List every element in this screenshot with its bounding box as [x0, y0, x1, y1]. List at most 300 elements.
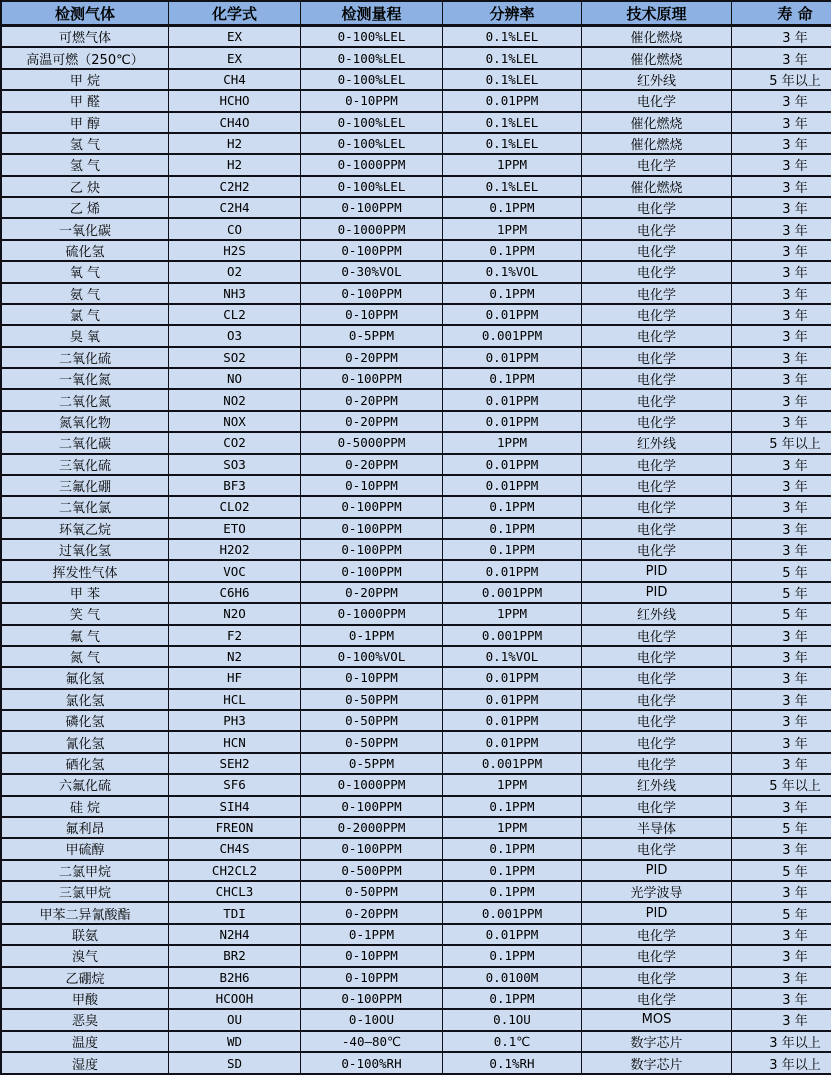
- table-row: [1, 518, 831, 539]
- lifespan-cell: 3 年: [732, 368, 831, 389]
- technology-cell: 电化学: [582, 389, 732, 410]
- lifespan-cell: 3 年: [732, 261, 831, 282]
- gas-name-cell: 乙 炔: [1, 176, 169, 197]
- table-row: [1, 796, 831, 817]
- technology-cell: 红外线: [582, 432, 732, 453]
- column-header-resolution: 分辨率: [443, 1, 582, 26]
- chemical-formula-cell: B2H6: [169, 967, 301, 988]
- detection-range-cell: 0-100%LEL: [301, 133, 443, 154]
- resolution-cell: 0.1PPM: [443, 838, 582, 859]
- detection-range-cell: 0-1000PPM: [301, 774, 443, 795]
- resolution-cell: 0.1PPM: [443, 796, 582, 817]
- lifespan-cell: 5 年: [732, 902, 831, 923]
- resolution-cell: 0.1%VOL: [443, 261, 582, 282]
- chemical-formula-cell: CH4: [169, 69, 301, 90]
- detection-range-cell: 0-10PPM: [301, 90, 443, 111]
- lifespan-cell: 3 年: [732, 90, 831, 111]
- technology-cell: 电化学: [582, 945, 732, 966]
- lifespan-cell: 5 年: [732, 817, 831, 838]
- detection-range-cell: 0-100PPM: [301, 496, 443, 517]
- detection-range-cell: 0-20PPM: [301, 389, 443, 410]
- gas-name-cell: 磷化氢: [1, 710, 169, 731]
- detection-range-cell: 0-20PPM: [301, 411, 443, 432]
- detection-range-cell: 0-2000PPM: [301, 817, 443, 838]
- lifespan-cell: 3 年: [732, 689, 831, 710]
- detection-range-cell: 0-30%VOL: [301, 261, 443, 282]
- lifespan-cell: 3 年: [732, 496, 831, 517]
- resolution-cell: 0.01PPM: [443, 667, 582, 688]
- table-row: [1, 69, 831, 90]
- detection-range-cell: 0-5000PPM: [301, 432, 443, 453]
- lifespan-cell: 3 年: [732, 240, 831, 261]
- table-row: [1, 261, 831, 282]
- lifespan-cell: 5 年以上: [732, 69, 831, 90]
- detection-range-cell: 0-100%LEL: [301, 176, 443, 197]
- technology-cell: 电化学: [582, 454, 732, 475]
- chemical-formula-cell: H2: [169, 154, 301, 175]
- table-row: [1, 240, 831, 261]
- technology-cell: 电化学: [582, 325, 732, 346]
- chemical-formula-cell: CL2: [169, 304, 301, 325]
- gas-name-cell: 一氧化碳: [1, 218, 169, 239]
- chemical-formula-cell: C2H4: [169, 197, 301, 218]
- gas-name-cell: 温度: [1, 1031, 169, 1052]
- resolution-cell: 0.01PPM: [443, 924, 582, 945]
- lifespan-cell: 3 年以上: [732, 1031, 831, 1052]
- resolution-cell: 0.1%LEL: [443, 133, 582, 154]
- gas-name-cell: 二氧化碳: [1, 432, 169, 453]
- resolution-cell: 0.1PPM: [443, 518, 582, 539]
- detection-range-cell: 0-100PPM: [301, 197, 443, 218]
- technology-cell: 催化燃烧: [582, 47, 732, 68]
- detection-range-cell: 0-50PPM: [301, 710, 443, 731]
- gas-name-cell: 甲酸: [1, 988, 169, 1009]
- gas-name-cell: 高温可燃（250℃）: [1, 47, 169, 68]
- lifespan-cell: 3 年: [732, 924, 831, 945]
- chemical-formula-cell: HCN: [169, 731, 301, 752]
- detection-range-cell: 0-100%LEL: [301, 47, 443, 68]
- technology-cell: 电化学: [582, 924, 732, 945]
- gas-name-cell: 氮 气: [1, 646, 169, 667]
- gas-name-cell: 可燃气体: [1, 26, 169, 48]
- gas-name-cell: 氮氧化物: [1, 411, 169, 432]
- resolution-cell: 0.1%LEL: [443, 176, 582, 197]
- lifespan-cell: 3 年: [732, 753, 831, 774]
- gas-name-cell: 甲硫醇: [1, 838, 169, 859]
- resolution-cell: 0.01PPM: [443, 411, 582, 432]
- detection-range-cell: 0-20PPM: [301, 454, 443, 475]
- gas-name-cell: 氢 气: [1, 154, 169, 175]
- detection-range-cell: 0-1000PPM: [301, 154, 443, 175]
- technology-cell: 电化学: [582, 967, 732, 988]
- chemical-formula-cell: PH3: [169, 710, 301, 731]
- resolution-cell: 0.1%LEL: [443, 47, 582, 68]
- gas-name-cell: 氨 气: [1, 283, 169, 304]
- resolution-cell: 0.1OU: [443, 1009, 582, 1030]
- chemical-formula-cell: HCHO: [169, 90, 301, 111]
- technology-cell: 电化学: [582, 283, 732, 304]
- lifespan-cell: 3 年: [732, 197, 831, 218]
- technology-cell: 电化学: [582, 197, 732, 218]
- table-row: [1, 176, 831, 197]
- table-body: [1, 26, 831, 1075]
- resolution-cell: 0.1%VOL: [443, 646, 582, 667]
- technology-cell: 催化燃烧: [582, 26, 732, 48]
- resolution-cell: 0.1%RH: [443, 1052, 582, 1074]
- technology-cell: 红外线: [582, 603, 732, 624]
- lifespan-cell: 3 年: [732, 304, 831, 325]
- gas-name-cell: 甲 烷: [1, 69, 169, 90]
- lifespan-cell: 3 年: [732, 411, 831, 432]
- table-row: [1, 1031, 831, 1052]
- table-row: [1, 710, 831, 731]
- lifespan-cell: 3 年: [732, 710, 831, 731]
- chemical-formula-cell: FREON: [169, 817, 301, 838]
- chemical-formula-cell: F2: [169, 625, 301, 646]
- resolution-cell: 1PPM: [443, 603, 582, 624]
- chemical-formula-cell: CO: [169, 218, 301, 239]
- table-row: [1, 667, 831, 688]
- table-row: [1, 475, 831, 496]
- detection-range-cell: 0-50PPM: [301, 731, 443, 752]
- chemical-formula-cell: SD: [169, 1052, 301, 1074]
- technology-cell: 电化学: [582, 667, 732, 688]
- gas-name-cell: 过氧化氢: [1, 539, 169, 560]
- resolution-cell: 0.1%LEL: [443, 69, 582, 90]
- technology-cell: 电化学: [582, 646, 732, 667]
- lifespan-cell: 3 年: [732, 283, 831, 304]
- detection-range-cell: 0-20PPM: [301, 347, 443, 368]
- technology-cell: PID: [582, 860, 732, 881]
- resolution-cell: 0.001PPM: [443, 753, 582, 774]
- gas-name-cell: 硒化氢: [1, 753, 169, 774]
- table-row: [1, 881, 831, 902]
- detection-range-cell: 0-50PPM: [301, 689, 443, 710]
- technology-cell: 催化燃烧: [582, 133, 732, 154]
- gas-name-cell: 甲 苯: [1, 582, 169, 603]
- technology-cell: 电化学: [582, 625, 732, 646]
- gas-name-cell: 臭 氧: [1, 325, 169, 346]
- chemical-formula-cell: O2: [169, 261, 301, 282]
- gas-name-cell: 氟 气: [1, 625, 169, 646]
- detection-range-cell: 0-10OU: [301, 1009, 443, 1030]
- detection-range-cell: 0-50PPM: [301, 881, 443, 902]
- detection-range-cell: 0-10PPM: [301, 967, 443, 988]
- chemical-formula-cell: HCL: [169, 689, 301, 710]
- chemical-formula-cell: BF3: [169, 475, 301, 496]
- lifespan-cell: 5 年以上: [732, 774, 831, 795]
- detection-range-cell: 0-100PPM: [301, 368, 443, 389]
- gas-name-cell: 恶臭: [1, 1009, 169, 1030]
- table-row: [1, 539, 831, 560]
- technology-cell: 半导体: [582, 817, 732, 838]
- gas-name-cell: 氯化氢: [1, 689, 169, 710]
- lifespan-cell: 3 年: [732, 731, 831, 752]
- resolution-cell: 1PPM: [443, 432, 582, 453]
- resolution-cell: 0.1%LEL: [443, 26, 582, 48]
- resolution-cell: 1PPM: [443, 817, 582, 838]
- detection-range-cell: 0-100PPM: [301, 539, 443, 560]
- technology-cell: 电化学: [582, 988, 732, 1009]
- chemical-formula-cell: OU: [169, 1009, 301, 1030]
- table-row: [1, 817, 831, 838]
- gas-name-cell: 联氨: [1, 924, 169, 945]
- gas-name-cell: 氟化氢: [1, 667, 169, 688]
- detection-range-cell: 0-1000PPM: [301, 218, 443, 239]
- gas-name-cell: 湿度: [1, 1052, 169, 1074]
- chemical-formula-cell: CHCL3: [169, 881, 301, 902]
- gas-name-cell: 三氯甲烷: [1, 881, 169, 902]
- table-row: [1, 368, 831, 389]
- chemical-formula-cell: H2S: [169, 240, 301, 261]
- chemical-formula-cell: N2: [169, 646, 301, 667]
- resolution-cell: 1PPM: [443, 154, 582, 175]
- chemical-formula-cell: CH4S: [169, 838, 301, 859]
- chemical-formula-cell: C6H6: [169, 582, 301, 603]
- detection-range-cell: 0-10PPM: [301, 945, 443, 966]
- table-row: [1, 112, 831, 133]
- resolution-cell: 0.1PPM: [443, 368, 582, 389]
- table-row: [1, 432, 831, 453]
- detection-range-cell: 0-1PPM: [301, 625, 443, 646]
- chemical-formula-cell: N2H4: [169, 924, 301, 945]
- chemical-formula-cell: SEH2: [169, 753, 301, 774]
- chemical-formula-cell: SF6: [169, 774, 301, 795]
- detection-range-cell: 0-100PPM: [301, 560, 443, 581]
- detection-range-cell: 0-100%LEL: [301, 26, 443, 48]
- table-row: [1, 154, 831, 175]
- chemical-formula-cell: VOC: [169, 560, 301, 581]
- chemical-formula-cell: H2O2: [169, 539, 301, 560]
- lifespan-cell: 3 年: [732, 796, 831, 817]
- resolution-cell: 0.1PPM: [443, 860, 582, 881]
- gas-name-cell: 氯 气: [1, 304, 169, 325]
- resolution-cell: 0.1%LEL: [443, 112, 582, 133]
- detection-range-cell: 0-10PPM: [301, 475, 443, 496]
- resolution-cell: 0.001PPM: [443, 625, 582, 646]
- lifespan-cell: 3 年: [732, 454, 831, 475]
- lifespan-cell: 3 年: [732, 945, 831, 966]
- gas-name-cell: 三氟化硼: [1, 475, 169, 496]
- detection-range-cell: 0-100PPM: [301, 988, 443, 1009]
- resolution-cell: 0.001PPM: [443, 582, 582, 603]
- gas-name-cell: 甲 醛: [1, 90, 169, 111]
- technology-cell: 红外线: [582, 774, 732, 795]
- technology-cell: 数字芯片: [582, 1031, 732, 1052]
- resolution-cell: 0.0100M: [443, 967, 582, 988]
- resolution-cell: 0.1PPM: [443, 539, 582, 560]
- header-row: [1, 1, 831, 26]
- detection-range-cell: 0-100%RH: [301, 1052, 443, 1074]
- lifespan-cell: 5 年: [732, 603, 831, 624]
- chemical-formula-cell: NH3: [169, 283, 301, 304]
- technology-cell: 光学波导: [582, 881, 732, 902]
- chemical-formula-cell: CH4O: [169, 112, 301, 133]
- gas-name-cell: 六氟化硫: [1, 774, 169, 795]
- technology-cell: MOS: [582, 1009, 732, 1030]
- lifespan-cell: 3 年: [732, 154, 831, 175]
- resolution-cell: 0.1PPM: [443, 197, 582, 218]
- resolution-cell: 0.01PPM: [443, 689, 582, 710]
- technology-cell: 催化燃烧: [582, 176, 732, 197]
- resolution-cell: 0.1PPM: [443, 240, 582, 261]
- detection-range-cell: 0-500PPM: [301, 860, 443, 881]
- detection-range-cell: 0-1PPM: [301, 924, 443, 945]
- resolution-cell: 0.01PPM: [443, 389, 582, 410]
- gas-name-cell: 甲 醇: [1, 112, 169, 133]
- resolution-cell: 0.1PPM: [443, 283, 582, 304]
- lifespan-cell: 3 年: [732, 667, 831, 688]
- detection-range-cell: 0-100PPM: [301, 518, 443, 539]
- table-row: [1, 582, 831, 603]
- resolution-cell: 0.01PPM: [443, 304, 582, 325]
- table-row: [1, 26, 831, 48]
- resolution-cell: 0.01PPM: [443, 560, 582, 581]
- resolution-cell: 0.1℃: [443, 1031, 582, 1052]
- detection-range-cell: 0-20PPM: [301, 582, 443, 603]
- table-row: [1, 133, 831, 154]
- technology-cell: 电化学: [582, 518, 732, 539]
- gas-name-cell: 氢 气: [1, 133, 169, 154]
- detection-range-cell: 0-10PPM: [301, 667, 443, 688]
- lifespan-cell: 3 年: [732, 133, 831, 154]
- gas-name-cell: 笑 气: [1, 603, 169, 624]
- detection-range-cell: 0-20PPM: [301, 902, 443, 923]
- chemical-formula-cell: EX: [169, 26, 301, 48]
- lifespan-cell: 3 年: [732, 625, 831, 646]
- gas-name-cell: 三氧化硫: [1, 454, 169, 475]
- lifespan-cell: 3 年: [732, 218, 831, 239]
- chemical-formula-cell: EX: [169, 47, 301, 68]
- lifespan-cell: 3 年: [732, 47, 831, 68]
- table-row: [1, 1009, 831, 1030]
- technology-cell: 电化学: [582, 796, 732, 817]
- table-row: [1, 603, 831, 624]
- resolution-cell: 0.1PPM: [443, 496, 582, 517]
- resolution-cell: 0.01PPM: [443, 731, 582, 752]
- technology-cell: 电化学: [582, 689, 732, 710]
- gas-name-cell: 硅 烷: [1, 796, 169, 817]
- table-row: [1, 924, 831, 945]
- technology-cell: 电化学: [582, 731, 732, 752]
- technology-cell: 电化学: [582, 347, 732, 368]
- resolution-cell: 0.01PPM: [443, 475, 582, 496]
- resolution-cell: 0.1PPM: [443, 881, 582, 902]
- resolution-cell: 0.001PPM: [443, 902, 582, 923]
- chemical-formula-cell: CLO2: [169, 496, 301, 517]
- resolution-cell: 0.1PPM: [443, 945, 582, 966]
- gas-name-cell: 氟利昂: [1, 817, 169, 838]
- gas-name-cell: 一氧化氮: [1, 368, 169, 389]
- lifespan-cell: 3 年: [732, 176, 831, 197]
- table-row: [1, 945, 831, 966]
- lifespan-cell: 3 年: [732, 518, 831, 539]
- table-row: [1, 646, 831, 667]
- detection-range-cell: 0-10PPM: [301, 304, 443, 325]
- table-header: [1, 1, 831, 26]
- resolution-cell: 0.001PPM: [443, 325, 582, 346]
- technology-cell: PID: [582, 902, 732, 923]
- gas-name-cell: 二氯甲烷: [1, 860, 169, 881]
- lifespan-cell: 3 年: [732, 838, 831, 859]
- chemical-formula-cell: TDI: [169, 902, 301, 923]
- chemical-formula-cell: NO2: [169, 389, 301, 410]
- technology-cell: 红外线: [582, 69, 732, 90]
- table-row: [1, 496, 831, 517]
- detection-range-cell: 0-100PPM: [301, 240, 443, 261]
- gas-name-cell: 二氧化氯: [1, 496, 169, 517]
- chemical-formula-cell: ETO: [169, 518, 301, 539]
- gas-name-cell: 氰化氢: [1, 731, 169, 752]
- technology-cell: 电化学: [582, 368, 732, 389]
- chemical-formula-cell: SO2: [169, 347, 301, 368]
- chemical-formula-cell: C2H2: [169, 176, 301, 197]
- lifespan-cell: 5 年: [732, 860, 831, 881]
- chemical-formula-cell: NO: [169, 368, 301, 389]
- gas-name-cell: 乙 烯: [1, 197, 169, 218]
- column-header-gas-name: 检测气体: [1, 1, 169, 26]
- gas-name-cell: 溴气: [1, 945, 169, 966]
- technology-cell: 电化学: [582, 539, 732, 560]
- column-header-technology: 技术原理: [582, 1, 732, 26]
- resolution-cell: 0.01PPM: [443, 347, 582, 368]
- gas-name-cell: 甲苯二异氰酸酯: [1, 902, 169, 923]
- table-row: [1, 304, 831, 325]
- resolution-cell: 0.01PPM: [443, 710, 582, 731]
- technology-cell: PID: [582, 582, 732, 603]
- chemical-formula-cell: O3: [169, 325, 301, 346]
- gas-name-cell: 氧 气: [1, 261, 169, 282]
- lifespan-cell: 3 年: [732, 539, 831, 560]
- lifespan-cell: 3 年: [732, 475, 831, 496]
- technology-cell: 电化学: [582, 411, 732, 432]
- table-row: [1, 90, 831, 111]
- table-row: [1, 1052, 831, 1074]
- lifespan-cell: 3 年: [732, 646, 831, 667]
- detection-range-cell: 0-5PPM: [301, 753, 443, 774]
- lifespan-cell: 5 年以上: [732, 432, 831, 453]
- detection-range-cell: 0-5PPM: [301, 325, 443, 346]
- lifespan-cell: 3 年以上: [732, 1052, 831, 1074]
- lifespan-cell: 3 年: [732, 347, 831, 368]
- table-row: [1, 689, 831, 710]
- technology-cell: 电化学: [582, 261, 732, 282]
- technology-cell: 电化学: [582, 496, 732, 517]
- gas-name-cell: 二氧化硫: [1, 347, 169, 368]
- chemical-formula-cell: HF: [169, 667, 301, 688]
- technology-cell: 电化学: [582, 838, 732, 859]
- gas-name-cell: 挥发性气体: [1, 560, 169, 581]
- lifespan-cell: 3 年: [732, 325, 831, 346]
- table-row: [1, 283, 831, 304]
- detection-range-cell: 0-100PPM: [301, 283, 443, 304]
- table-row: [1, 47, 831, 68]
- lifespan-cell: 3 年: [732, 1009, 831, 1030]
- table-row: [1, 218, 831, 239]
- detection-range-cell: 0-1000PPM: [301, 603, 443, 624]
- chemical-formula-cell: SIH4: [169, 796, 301, 817]
- lifespan-cell: 5 年: [732, 560, 831, 581]
- technology-cell: 电化学: [582, 240, 732, 261]
- technology-cell: 电化学: [582, 218, 732, 239]
- table-row: [1, 774, 831, 795]
- resolution-cell: 0.1PPM: [443, 988, 582, 1009]
- table-row: [1, 988, 831, 1009]
- table-row: [1, 838, 831, 859]
- resolution-cell: 0.01PPM: [443, 90, 582, 111]
- table-row: [1, 325, 831, 346]
- technology-cell: 电化学: [582, 753, 732, 774]
